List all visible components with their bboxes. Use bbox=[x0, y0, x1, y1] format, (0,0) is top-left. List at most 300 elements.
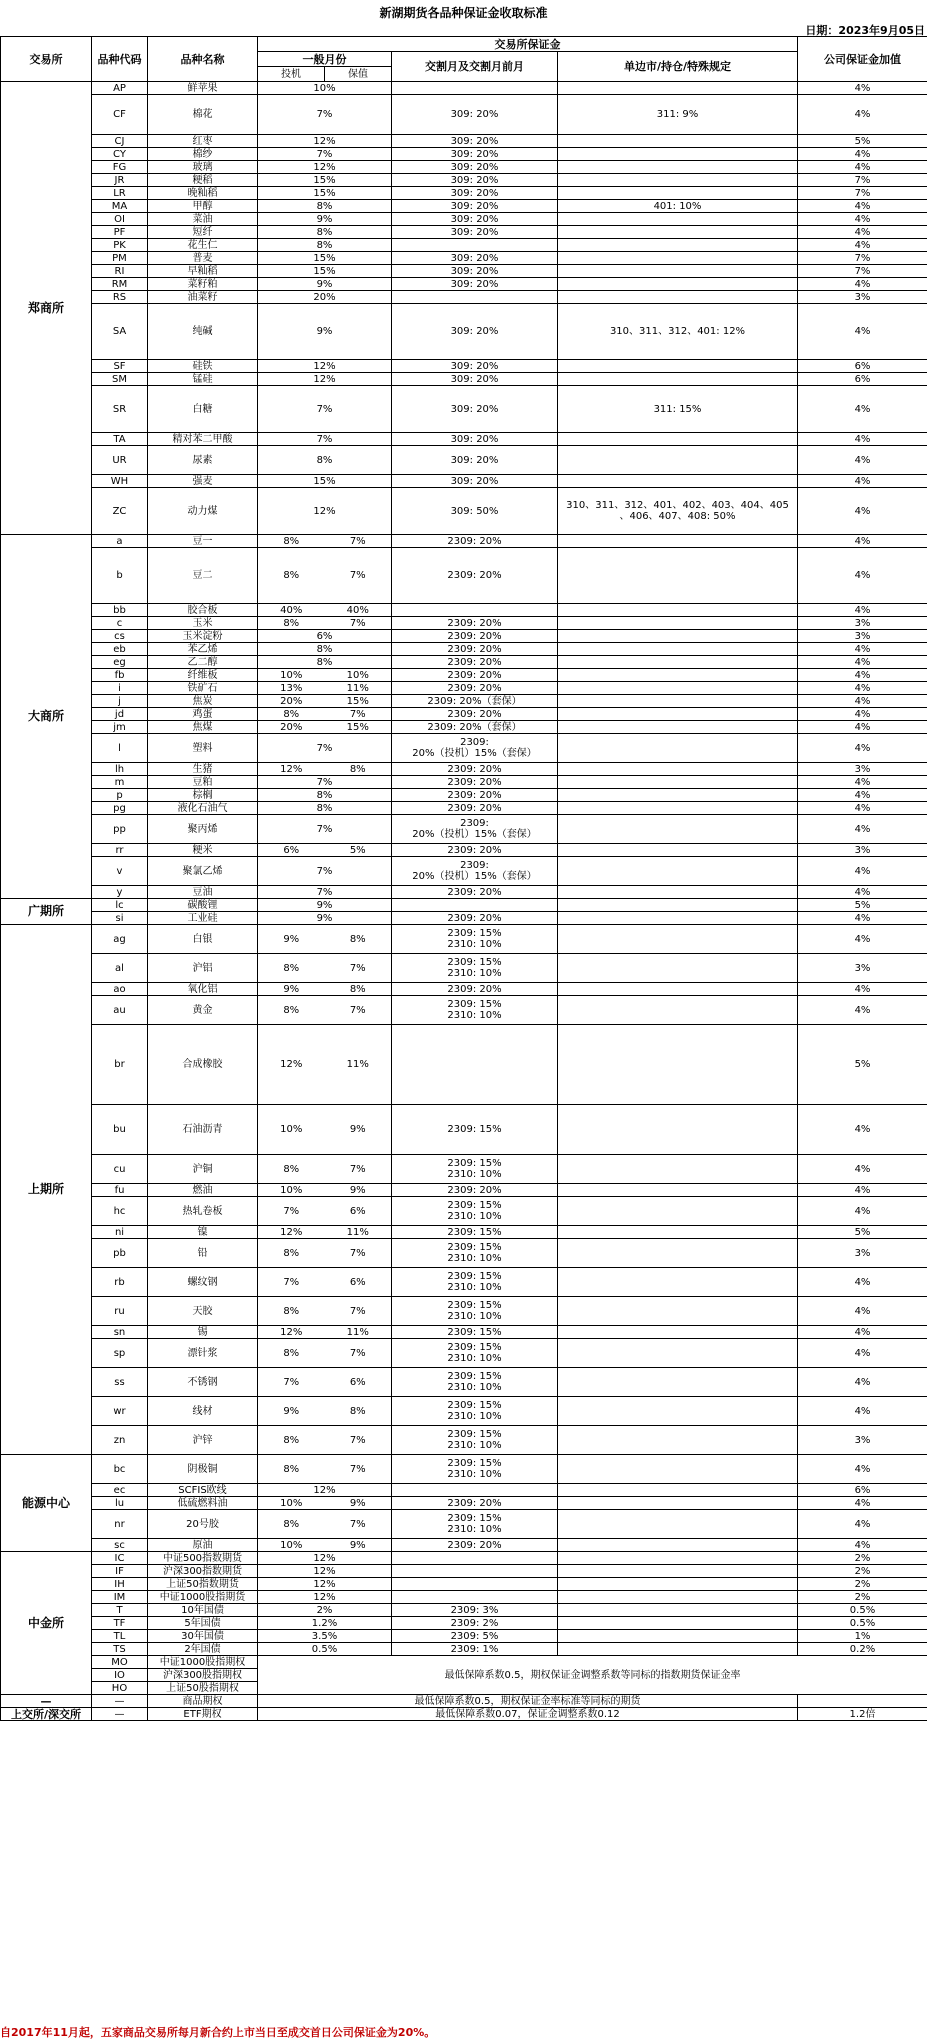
name-cell: 油菜籽 bbox=[148, 291, 258, 304]
code-cell: T bbox=[92, 1604, 148, 1617]
header-name: 品种名称 bbox=[148, 37, 258, 82]
table-row bbox=[1, 1155, 927, 1184]
company-add-cell: 6% bbox=[798, 1484, 927, 1497]
special-cell bbox=[558, 1297, 798, 1326]
table-row bbox=[1, 682, 927, 695]
spec-cell: 12% bbox=[258, 135, 392, 148]
table-row bbox=[1, 1297, 927, 1326]
special-cell bbox=[558, 1591, 798, 1604]
spec-cell: 9% bbox=[258, 925, 325, 954]
company-add-cell: 4% bbox=[798, 161, 927, 174]
special-cell bbox=[558, 886, 798, 899]
special-cell bbox=[558, 1326, 798, 1339]
hedge-cell: 7% bbox=[325, 535, 392, 548]
special-cell bbox=[558, 535, 798, 548]
name-cell: 中证500指数期货 bbox=[148, 1552, 258, 1565]
name-cell: 沪铜 bbox=[148, 1155, 258, 1184]
spec-cell: 15% bbox=[258, 187, 392, 200]
delivery-cell bbox=[392, 604, 558, 617]
spec-cell: 7% bbox=[258, 1268, 325, 1297]
table-row bbox=[1, 789, 927, 802]
special-cell bbox=[558, 373, 798, 386]
table-row bbox=[1, 1368, 927, 1397]
delivery-cell: 2309: 15% 2310: 10% bbox=[392, 1239, 558, 1268]
table-row bbox=[1, 1643, 927, 1656]
company-add-cell: 4% bbox=[798, 1510, 927, 1539]
table-row bbox=[1, 200, 927, 213]
delivery-cell: 2309: 20% bbox=[392, 776, 558, 789]
spec-cell: 7% bbox=[258, 776, 392, 789]
company-add-cell: 6% bbox=[798, 373, 927, 386]
name-cell: 氧化铝 bbox=[148, 983, 258, 996]
name-cell: 镍 bbox=[148, 1226, 258, 1239]
code-cell: TA bbox=[92, 433, 148, 446]
spec-cell: 8% bbox=[258, 226, 392, 239]
company-add-cell: 4% bbox=[798, 488, 927, 535]
table-row bbox=[1, 1617, 927, 1630]
company-add-cell: 7% bbox=[798, 174, 927, 187]
company-add-cell: 4% bbox=[798, 95, 927, 135]
code-cell: MA bbox=[92, 200, 148, 213]
name-cell: 10年国债 bbox=[148, 1604, 258, 1617]
hedge-cell: 15% bbox=[325, 721, 392, 734]
hedge-cell: 8% bbox=[325, 925, 392, 954]
delivery-cell: 2309: 20% bbox=[392, 983, 558, 996]
code-cell: HO bbox=[92, 1682, 148, 1695]
hedge-cell: 11% bbox=[325, 1226, 392, 1239]
special-cell bbox=[558, 1239, 798, 1268]
option-rule-cell: 最低保障系数0.5，期权保证金调整系数等同标的指数期货保证金率 bbox=[258, 1656, 927, 1695]
company-add-cell: 4% bbox=[798, 669, 927, 682]
hedge-cell: 9% bbox=[325, 1105, 392, 1155]
company-add-cell: 4% bbox=[798, 1339, 927, 1368]
delivery-cell: 2309: 20% bbox=[392, 682, 558, 695]
table-row bbox=[1, 535, 927, 548]
table-row bbox=[1, 899, 927, 912]
name-cell: 上证50指数期货 bbox=[148, 1578, 258, 1591]
code-cell: b bbox=[92, 548, 148, 604]
code-cell: fu bbox=[92, 1184, 148, 1197]
code-cell: LR bbox=[92, 187, 148, 200]
hedge-cell: 7% bbox=[325, 1426, 392, 1455]
header-company-add: 公司保证金加值 bbox=[798, 37, 927, 82]
table-row bbox=[1, 1656, 927, 1669]
spec-cell: 20% bbox=[258, 695, 325, 708]
delivery-cell bbox=[392, 1552, 558, 1565]
code-cell: ni bbox=[92, 1226, 148, 1239]
delivery-cell: 2309: 20% bbox=[392, 708, 558, 721]
code-cell: ru bbox=[92, 1297, 148, 1326]
code-cell: RM bbox=[92, 278, 148, 291]
special-cell bbox=[558, 630, 798, 643]
hedge-cell: 6% bbox=[325, 1368, 392, 1397]
exchange-cell: 中金所 bbox=[1, 1552, 92, 1695]
spec-cell: 12% bbox=[258, 488, 392, 535]
delivery-cell: 309: 20% bbox=[392, 95, 558, 135]
delivery-cell bbox=[392, 291, 558, 304]
delivery-cell: 2309: 20% bbox=[392, 802, 558, 815]
company-add-cell: 4% bbox=[798, 656, 927, 669]
company-add-cell: 4% bbox=[798, 1197, 927, 1226]
delivery-cell: 309: 50% bbox=[392, 488, 558, 535]
special-cell: 311: 9% bbox=[558, 95, 798, 135]
delivery-cell: 2309: 15% 2310: 10% bbox=[392, 1155, 558, 1184]
spec-cell: 8% bbox=[258, 548, 325, 604]
special-cell bbox=[558, 1552, 798, 1565]
company-add-cell: 4% bbox=[798, 148, 927, 161]
spec-cell: 9% bbox=[258, 278, 392, 291]
spec-cell: 12% bbox=[258, 360, 392, 373]
hedge-cell: 7% bbox=[325, 1239, 392, 1268]
name-cell: 聚丙烯 bbox=[148, 815, 258, 844]
code-cell: SM bbox=[92, 373, 148, 386]
delivery-cell: 309: 20% bbox=[392, 475, 558, 488]
company-add-cell: 4% bbox=[798, 386, 927, 433]
table-row bbox=[1, 252, 927, 265]
code-cell: sp bbox=[92, 1339, 148, 1368]
name-cell: 液化石油气 bbox=[148, 802, 258, 815]
special-cell bbox=[558, 82, 798, 95]
delivery-cell: 2309: 15% bbox=[392, 1326, 558, 1339]
date-label: 日期：2023年9月05日 bbox=[805, 22, 925, 38]
table-row bbox=[1, 1578, 927, 1591]
company-add-cell: 4% bbox=[798, 886, 927, 899]
hedge-cell: 7% bbox=[325, 1155, 392, 1184]
code-cell: l bbox=[92, 734, 148, 763]
name-cell: 5年国债 bbox=[148, 1617, 258, 1630]
table-row bbox=[1, 1708, 927, 1721]
spec-cell: 20% bbox=[258, 291, 392, 304]
name-cell: 焦炭 bbox=[148, 695, 258, 708]
table-row bbox=[1, 360, 927, 373]
delivery-cell: 2309: 3% bbox=[392, 1604, 558, 1617]
special-cell bbox=[558, 954, 798, 983]
code-cell: ag bbox=[92, 925, 148, 954]
company-add-cell: 4% bbox=[798, 1105, 927, 1155]
table-row bbox=[1, 433, 927, 446]
delivery-cell: 2309: 20% bbox=[392, 656, 558, 669]
hedge-cell: 7% bbox=[325, 996, 392, 1025]
delivery-cell: 2309: 20% bbox=[392, 535, 558, 548]
delivery-cell: 2309: 20%（投机）15%（套保） bbox=[392, 857, 558, 886]
code-cell: hc bbox=[92, 1197, 148, 1226]
table-row bbox=[1, 1426, 927, 1455]
spec-cell: 9% bbox=[258, 1397, 325, 1426]
name-cell: 锡 bbox=[148, 1326, 258, 1339]
special-cell: 401: 10% bbox=[558, 200, 798, 213]
hedge-cell: 6% bbox=[325, 1197, 392, 1226]
code-cell: jd bbox=[92, 708, 148, 721]
delivery-cell: 2309: 20%（投机）15%（套保） bbox=[392, 734, 558, 763]
hedge-cell: 10% bbox=[325, 669, 392, 682]
spec-cell: 7% bbox=[258, 1368, 325, 1397]
special-cell bbox=[558, 239, 798, 252]
spec-cell: 12% bbox=[258, 161, 392, 174]
hedge-cell: 15% bbox=[325, 695, 392, 708]
table-row bbox=[1, 802, 927, 815]
company-add-cell: 4% bbox=[798, 695, 927, 708]
name-cell: 苯乙烯 bbox=[148, 643, 258, 656]
header-special: 单边市/持仓/特殊规定 bbox=[558, 52, 798, 82]
delivery-cell: 2309: 15% 2310: 10% bbox=[392, 1197, 558, 1226]
table-row bbox=[1, 1268, 927, 1297]
table-row bbox=[1, 373, 927, 386]
delivery-cell: 2309: 20% bbox=[392, 1539, 558, 1552]
code-cell: CJ bbox=[92, 135, 148, 148]
table-row bbox=[1, 643, 927, 656]
company-add-cell: 4% bbox=[798, 433, 927, 446]
company-add-cell: 4% bbox=[798, 983, 927, 996]
delivery-cell: 2309: 20% bbox=[392, 844, 558, 857]
delivery-cell: 2309: 15% 2310: 10% bbox=[392, 925, 558, 954]
delivery-cell: 2309: 2% bbox=[392, 1617, 558, 1630]
delivery-cell: 2309: 15% 2310: 10% bbox=[392, 954, 558, 983]
delivery-cell: 2309: 20% bbox=[392, 617, 558, 630]
code-cell: ec bbox=[92, 1484, 148, 1497]
delivery-cell: 2309: 20% bbox=[392, 643, 558, 656]
delivery-cell bbox=[392, 1565, 558, 1578]
name-cell: 聚氯乙烯 bbox=[148, 857, 258, 886]
special-cell bbox=[558, 252, 798, 265]
company-add-cell: 4% bbox=[798, 682, 927, 695]
company-add-cell: 4% bbox=[798, 604, 927, 617]
delivery-cell: 2309: 15% bbox=[392, 1105, 558, 1155]
hedge-cell: 40% bbox=[325, 604, 392, 617]
exchange-cell: — bbox=[1, 1695, 92, 1708]
delivery-cell: 2309: 20% bbox=[392, 1497, 558, 1510]
code-cell: bb bbox=[92, 604, 148, 617]
header-spec: 投机 bbox=[258, 67, 325, 82]
delivery-cell: 2309: 15% 2310: 10% bbox=[392, 1397, 558, 1426]
name-cell: 早籼稻 bbox=[148, 265, 258, 278]
special-cell bbox=[558, 789, 798, 802]
spec-cell: 8% bbox=[258, 535, 325, 548]
table-row bbox=[1, 1105, 927, 1155]
page-title: 新湖期货各品种保证金收取标准 bbox=[0, 4, 927, 21]
spec-cell: 7% bbox=[258, 95, 392, 135]
special-cell bbox=[558, 213, 798, 226]
delivery-cell: 2309: 20%（套保） bbox=[392, 721, 558, 734]
name-cell: 工业硅 bbox=[148, 912, 258, 925]
name-cell: 螺纹钢 bbox=[148, 1268, 258, 1297]
company-add-cell: 4% bbox=[798, 213, 927, 226]
table-row bbox=[1, 213, 927, 226]
code-cell: lh bbox=[92, 763, 148, 776]
spec-cell: 8% bbox=[258, 1297, 325, 1326]
table-row bbox=[1, 1184, 927, 1197]
company-add-cell: 4% bbox=[798, 857, 927, 886]
company-add-cell: 4% bbox=[798, 1326, 927, 1339]
company-add-cell: 4% bbox=[798, 1184, 927, 1197]
table-row bbox=[1, 135, 927, 148]
code-cell: au bbox=[92, 996, 148, 1025]
spec-cell: 9% bbox=[258, 213, 392, 226]
company-add-cell: 4% bbox=[798, 1297, 927, 1326]
company-add-cell: 4% bbox=[798, 82, 927, 95]
spec-cell: 12% bbox=[258, 373, 392, 386]
name-cell: 沪锌 bbox=[148, 1426, 258, 1455]
spec-cell: 9% bbox=[258, 899, 392, 912]
hedge-cell: 8% bbox=[325, 1397, 392, 1426]
code-cell: FG bbox=[92, 161, 148, 174]
special-cell bbox=[558, 1155, 798, 1184]
name-cell: ETF期权 bbox=[148, 1708, 258, 1721]
spec-cell: 10% bbox=[258, 1539, 325, 1552]
header-delivery: 交割月及交割月前月 bbox=[392, 52, 558, 82]
hedge-cell: 9% bbox=[325, 1184, 392, 1197]
delivery-cell: 309: 20% bbox=[392, 265, 558, 278]
name-cell: SCFIS欧线 bbox=[148, 1484, 258, 1497]
code-cell: wr bbox=[92, 1397, 148, 1426]
company-add-cell: 0.5% bbox=[798, 1604, 927, 1617]
table-row bbox=[1, 265, 927, 278]
code-cell: si bbox=[92, 912, 148, 925]
special-cell: 310、311、312、401、402、403、404、405 、406、407、408: 50% bbox=[558, 488, 798, 535]
spec-cell: 12% bbox=[258, 763, 325, 776]
company-add-cell: 3% bbox=[798, 1239, 927, 1268]
table-row bbox=[1, 239, 927, 252]
table-row bbox=[1, 1397, 927, 1426]
code-cell: fb bbox=[92, 669, 148, 682]
spec-cell: 12% bbox=[258, 1025, 325, 1105]
special-cell bbox=[558, 174, 798, 187]
special-cell bbox=[558, 1197, 798, 1226]
delivery-cell bbox=[392, 899, 558, 912]
table-row bbox=[1, 1197, 927, 1226]
name-cell: 焦煤 bbox=[148, 721, 258, 734]
special-cell bbox=[558, 1643, 798, 1656]
table-row bbox=[1, 1326, 927, 1339]
spec-cell: 2% bbox=[258, 1604, 392, 1617]
company-add-cell: 3% bbox=[798, 844, 927, 857]
special-cell bbox=[558, 278, 798, 291]
spec-cell: 8% bbox=[258, 708, 325, 721]
name-cell: 红枣 bbox=[148, 135, 258, 148]
special-cell bbox=[558, 433, 798, 446]
code-cell: WH bbox=[92, 475, 148, 488]
code-cell: IC bbox=[92, 1552, 148, 1565]
code-cell: SF bbox=[92, 360, 148, 373]
delivery-cell: 309: 20% bbox=[392, 433, 558, 446]
table-row bbox=[1, 386, 927, 433]
hedge-cell: 9% bbox=[325, 1497, 392, 1510]
code-cell: PM bbox=[92, 252, 148, 265]
code-cell: PK bbox=[92, 239, 148, 252]
table-row bbox=[1, 148, 927, 161]
delivery-cell bbox=[392, 1484, 558, 1497]
spec-cell: 7% bbox=[258, 815, 392, 844]
name-cell: 普麦 bbox=[148, 252, 258, 265]
name-cell: 锰硅 bbox=[148, 373, 258, 386]
spec-cell: 40% bbox=[258, 604, 325, 617]
code-cell: IO bbox=[92, 1669, 148, 1682]
company-add-cell: 4% bbox=[798, 1155, 927, 1184]
special-cell bbox=[558, 1510, 798, 1539]
name-cell: 豆粕 bbox=[148, 776, 258, 789]
special-cell bbox=[558, 1604, 798, 1617]
name-cell: 沪铝 bbox=[148, 954, 258, 983]
name-cell: 玉米淀粉 bbox=[148, 630, 258, 643]
code-cell: sc bbox=[92, 1539, 148, 1552]
code-cell: rr bbox=[92, 844, 148, 857]
special-cell bbox=[558, 776, 798, 789]
special-cell bbox=[558, 1455, 798, 1484]
code-cell: SR bbox=[92, 386, 148, 433]
exchange-cell: 上交所/深交所 bbox=[1, 1708, 92, 1721]
special-cell bbox=[558, 226, 798, 239]
special-cell bbox=[558, 187, 798, 200]
company-add-cell: 1.2倍 bbox=[798, 1708, 927, 1721]
spec-cell: 7% bbox=[258, 1197, 325, 1226]
table-row bbox=[1, 161, 927, 174]
code-cell: i bbox=[92, 682, 148, 695]
company-add-cell: 3% bbox=[798, 763, 927, 776]
name-cell: 沪深300指数期货 bbox=[148, 1565, 258, 1578]
company-add-cell: 2% bbox=[798, 1565, 927, 1578]
delivery-cell bbox=[392, 239, 558, 252]
special-cell bbox=[558, 617, 798, 630]
delivery-cell: 2309: 15% 2310: 10% bbox=[392, 996, 558, 1025]
special-cell: 311: 15% bbox=[558, 386, 798, 433]
hedge-cell: 7% bbox=[325, 708, 392, 721]
spec-cell: 8% bbox=[258, 1339, 325, 1368]
special-cell bbox=[558, 1630, 798, 1643]
company-add-cell: 0.2% bbox=[798, 1643, 927, 1656]
name-cell: 晚籼稻 bbox=[148, 187, 258, 200]
company-add-cell: 4% bbox=[798, 815, 927, 844]
company-add-cell: 0.5% bbox=[798, 1617, 927, 1630]
exchange-cell: 上期所 bbox=[1, 925, 92, 1455]
code-cell: nr bbox=[92, 1510, 148, 1539]
table-row bbox=[1, 226, 927, 239]
code-cell: AP bbox=[92, 82, 148, 95]
company-add-cell: 4% bbox=[798, 1497, 927, 1510]
special-cell bbox=[558, 643, 798, 656]
name-cell: 商品期权 bbox=[148, 1695, 258, 1708]
spec-cell: 8% bbox=[258, 446, 392, 475]
name-cell: 菜油 bbox=[148, 213, 258, 226]
code-cell: ao bbox=[92, 983, 148, 996]
table-row bbox=[1, 776, 927, 789]
company-add-cell: 3% bbox=[798, 630, 927, 643]
table-row bbox=[1, 1484, 927, 1497]
code-cell: CY bbox=[92, 148, 148, 161]
company-add-cell: 4% bbox=[798, 278, 927, 291]
company-add-cell: 3% bbox=[798, 291, 927, 304]
code-cell: bu bbox=[92, 1105, 148, 1155]
special-cell bbox=[558, 899, 798, 912]
company-add-cell: 4% bbox=[798, 1539, 927, 1552]
special-cell bbox=[558, 161, 798, 174]
name-cell: 沪深300股指期权 bbox=[148, 1669, 258, 1682]
header-exchange-margin: 交易所保证金 bbox=[258, 37, 798, 52]
delivery-cell: 2309: 20% bbox=[392, 548, 558, 604]
company-add-cell: 5% bbox=[798, 1025, 927, 1105]
company-add-cell: 4% bbox=[798, 200, 927, 213]
company-add-cell: 4% bbox=[798, 789, 927, 802]
exchange-cell: 能源中心 bbox=[1, 1455, 92, 1552]
table-row bbox=[1, 1630, 927, 1643]
table-row bbox=[1, 475, 927, 488]
delivery-cell bbox=[392, 1025, 558, 1105]
code-cell: IF bbox=[92, 1565, 148, 1578]
delivery-cell: 309: 20% bbox=[392, 174, 558, 187]
code-cell: jm bbox=[92, 721, 148, 734]
hedge-cell: 5% bbox=[325, 844, 392, 857]
spec-cell: 15% bbox=[258, 265, 392, 278]
hedge-cell: 11% bbox=[325, 1025, 392, 1105]
delivery-cell: 2309: 1% bbox=[392, 1643, 558, 1656]
